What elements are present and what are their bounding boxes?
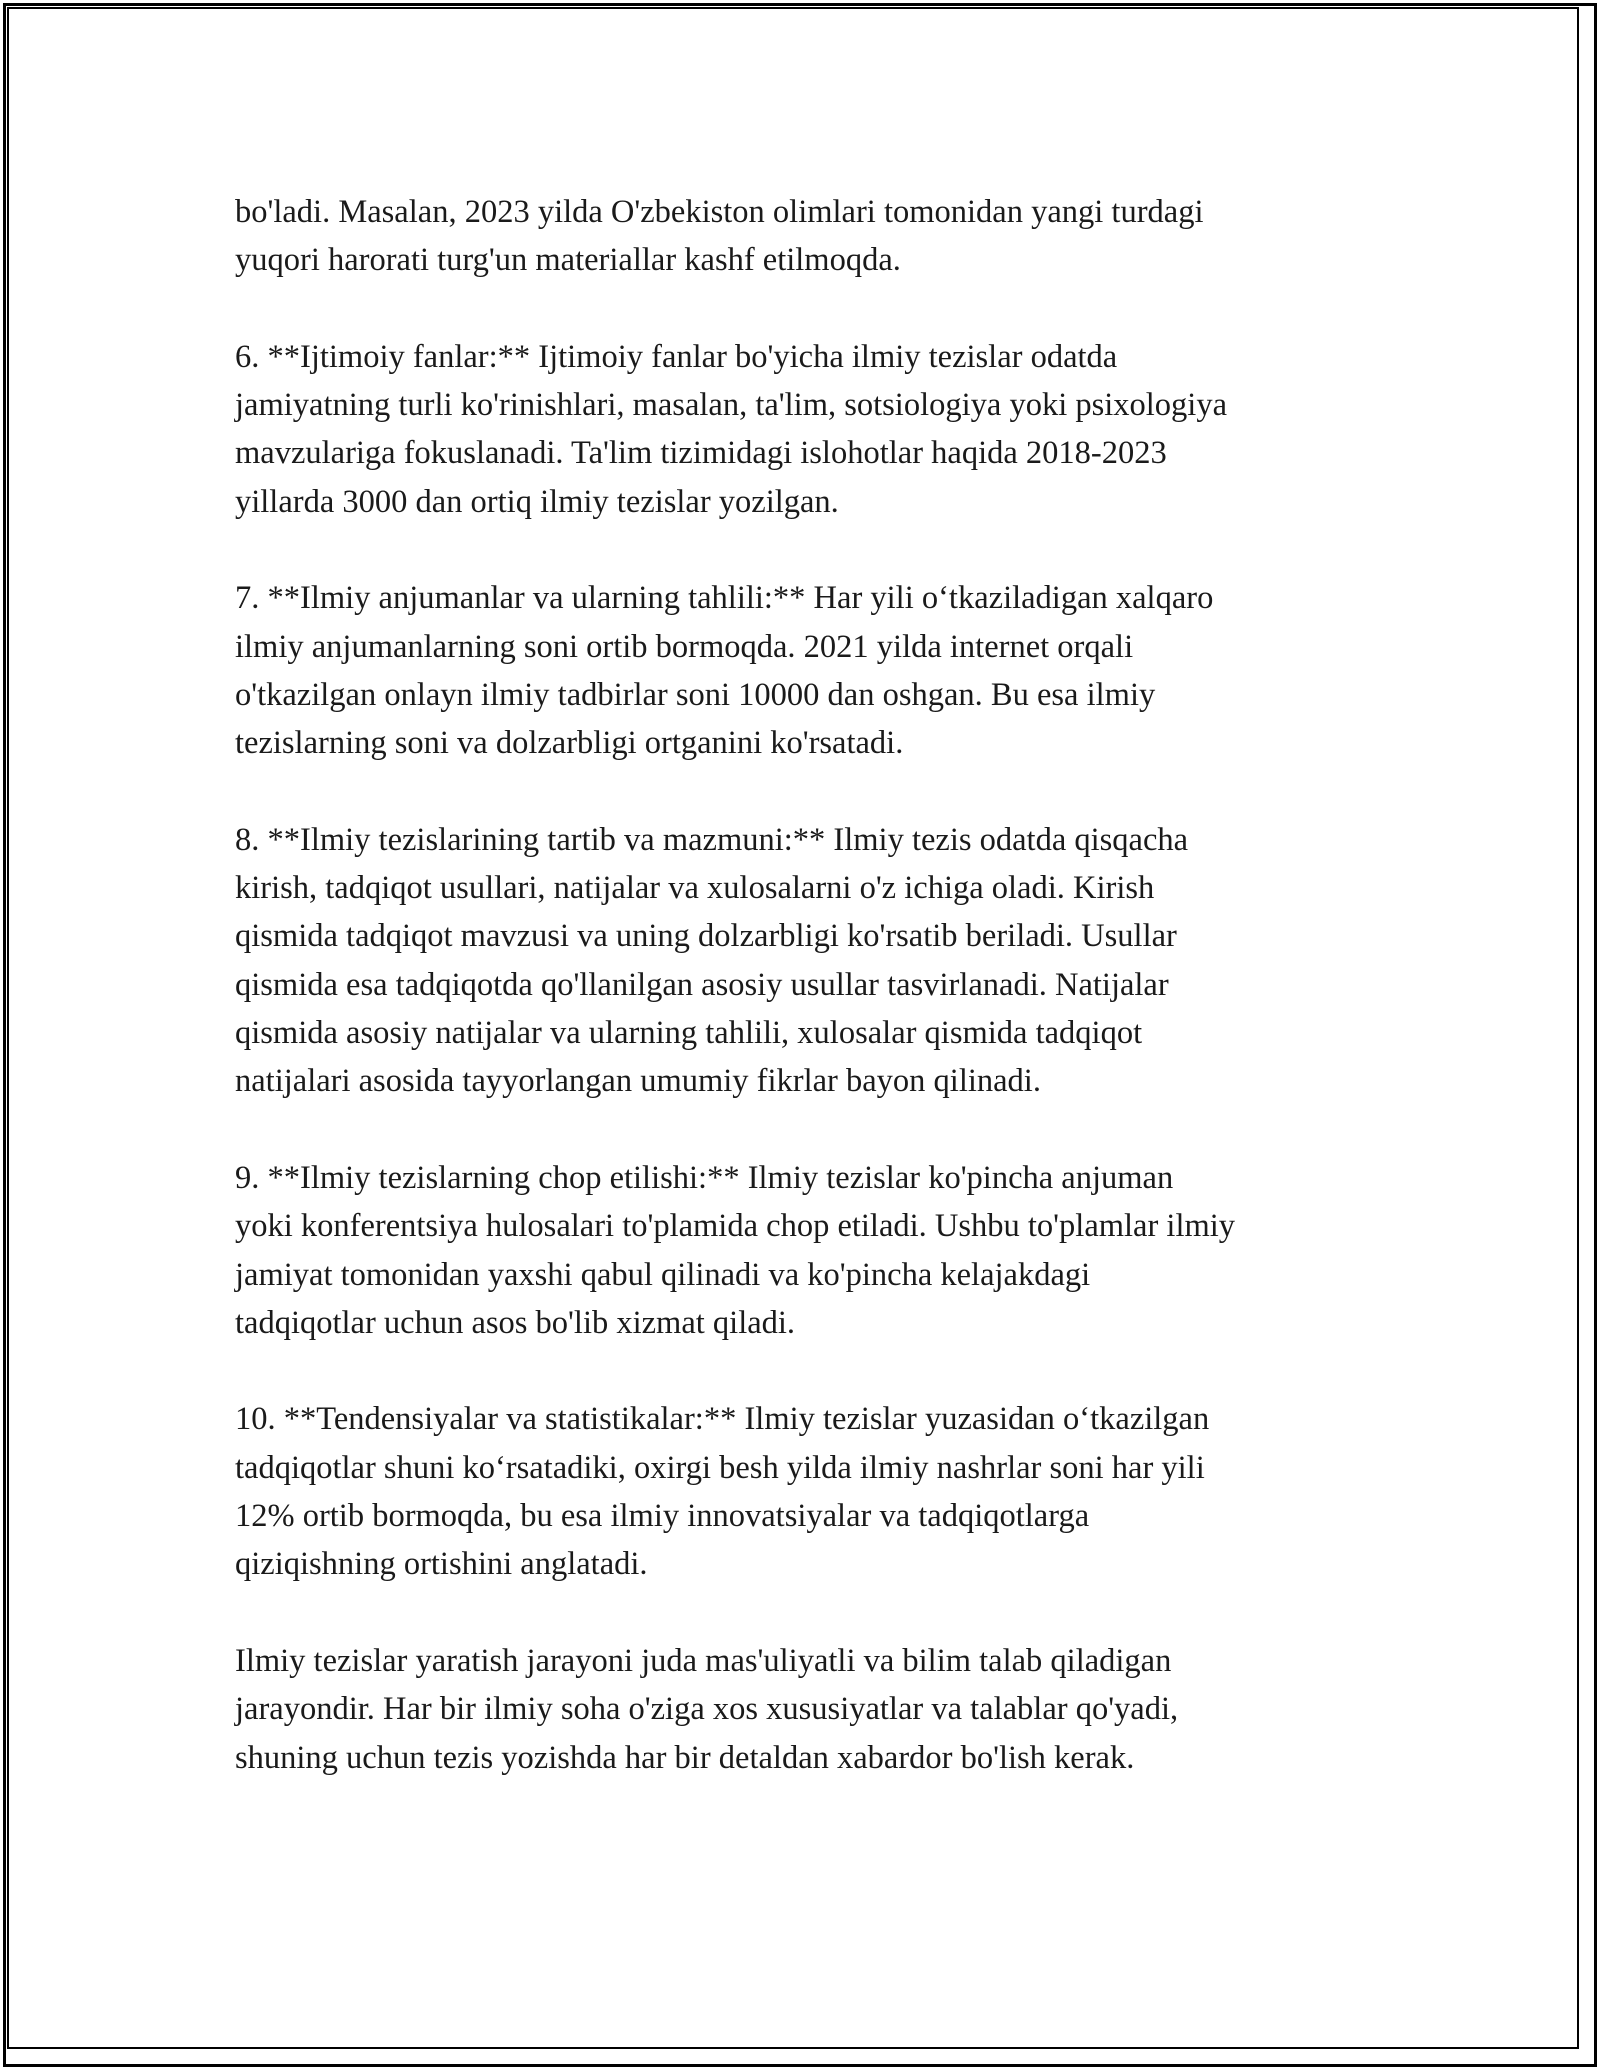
text-line: shuning uchun tezis yozishda har bir detaldan xabardor bo'lish kerak. [235, 1739, 1135, 1776]
text-line: kirish, tadqiqot usullari, natijalar va xulosalarni o'z ichiga oladi. Kirish [235, 870, 1155, 907]
text-line: tezislarning soni va dolzarbligi ortganini ko'rsatadi. [235, 725, 904, 762]
text-line: 9. **Ilmiy tezislarning chop etilishi:** Ilmiy tezislar ko'pincha anjuman [235, 1159, 1174, 1196]
document-body [235, 188, 1395, 1830]
text-line: tadqiqotlar shuni ko‘rsatadiki, oxirgi besh yilda ilmiy nashrlar soni har yili [235, 1449, 1205, 1486]
paragraph-conclusion [235, 1637, 1395, 1782]
text-line: jamiyatning turli ko'rinishlari, masalan, ta'lim, sotsiologiya yoki psixologiya [235, 387, 1228, 424]
text-line: 6. **Ijtimoiy fanlar:** Ijtimoiy fanlar bo'yicha ilmiy tezislar odatda [235, 338, 1118, 375]
paragraph-structure [235, 816, 1395, 1106]
text-line: qismida esa tadqiqotda qo'llanilgan asosiy usullar tasvirlanadi. Natijalar [235, 966, 1169, 1003]
text-line: mavzulariga fokuslanadi. Ta'lim tizimidagi islohotlar haqida 2018-2023 [235, 435, 1167, 472]
text-line: natijalari asosida tayyorlangan umumiy fikrlar bayon qilinadi. [235, 1063, 1041, 1100]
text-line: 7. **Ilmiy anjumanlar va ularning tahlili:** Har yili o‘tkaziladigan xalqaro [235, 580, 1214, 617]
paragraph-materials-continued [235, 188, 1395, 285]
text-line: Ilmiy tezislar yaratish jarayoni juda mas'uliyatli va bilim talab qiladigan [235, 1642, 1172, 1679]
text-line: yillarda 3000 dan ortiq ilmiy tezislar yozilgan. [235, 483, 839, 520]
text-line: 12% ortib bormoqda, bu esa ilmiy innovatsiyalar va tadqiqotlarga [235, 1498, 1090, 1535]
text-line: ilmiy anjumanlarning soni ortib bormoqda. 2021 yilda internet orqali [235, 628, 1134, 665]
text-line: 8. **Ilmiy tezislarining tartib va mazmuni:** Ilmiy tezis odatda qisqacha [235, 821, 1189, 858]
text-line: qismida tadqiqot mavzusi va uning dolzarbligi ko'rsatib beriladi. Usullar [235, 918, 1177, 955]
paragraph-social-sciences [235, 333, 1395, 526]
paragraph-conferences [235, 574, 1395, 767]
text-line: bo'ladi. Masalan, 2023 yilda O'zbekiston olimlari tomonidan yangi turdagi [235, 194, 1204, 230]
text-line: o'tkazilgan onlayn ilmiy tadbirlar soni 10000 dan oshgan. Bu esa ilmiy [235, 676, 1156, 713]
text-line: yuqori harorati turg'un materiallar kashf etilmoqda. [235, 242, 901, 279]
text-line: qiziqishning ortishini anglatadi. [235, 1546, 648, 1583]
text-line: jarayondir. Har bir ilmiy soha o'ziga xos xususiyatlar va talablar qo'yadi, [235, 1691, 1179, 1728]
text-line: jamiyat tomonidan yaxshi qabul qilinadi va ko'pincha kelajakdagi [235, 1256, 1091, 1293]
paragraph-publication [235, 1154, 1395, 1347]
text-line: 10. **Tendensiyalar va statistikalar:** Ilmiy tezislar yuzasidan o‘tkazilgan [235, 1401, 1210, 1438]
text-line: tadqiqotlar uchun asos bo'lib xizmat qiladi. [235, 1304, 796, 1341]
text-line: yoki konferentsiya hulosalari to'plamida chop etiladi. Ushbu to'plamlar ilmiy [235, 1208, 1236, 1245]
paragraph-trends [235, 1395, 1395, 1588]
text-line: qismida asosiy natijalar va ularning tahlili, xulosalar qismida tadqiqot [235, 1015, 1143, 1052]
